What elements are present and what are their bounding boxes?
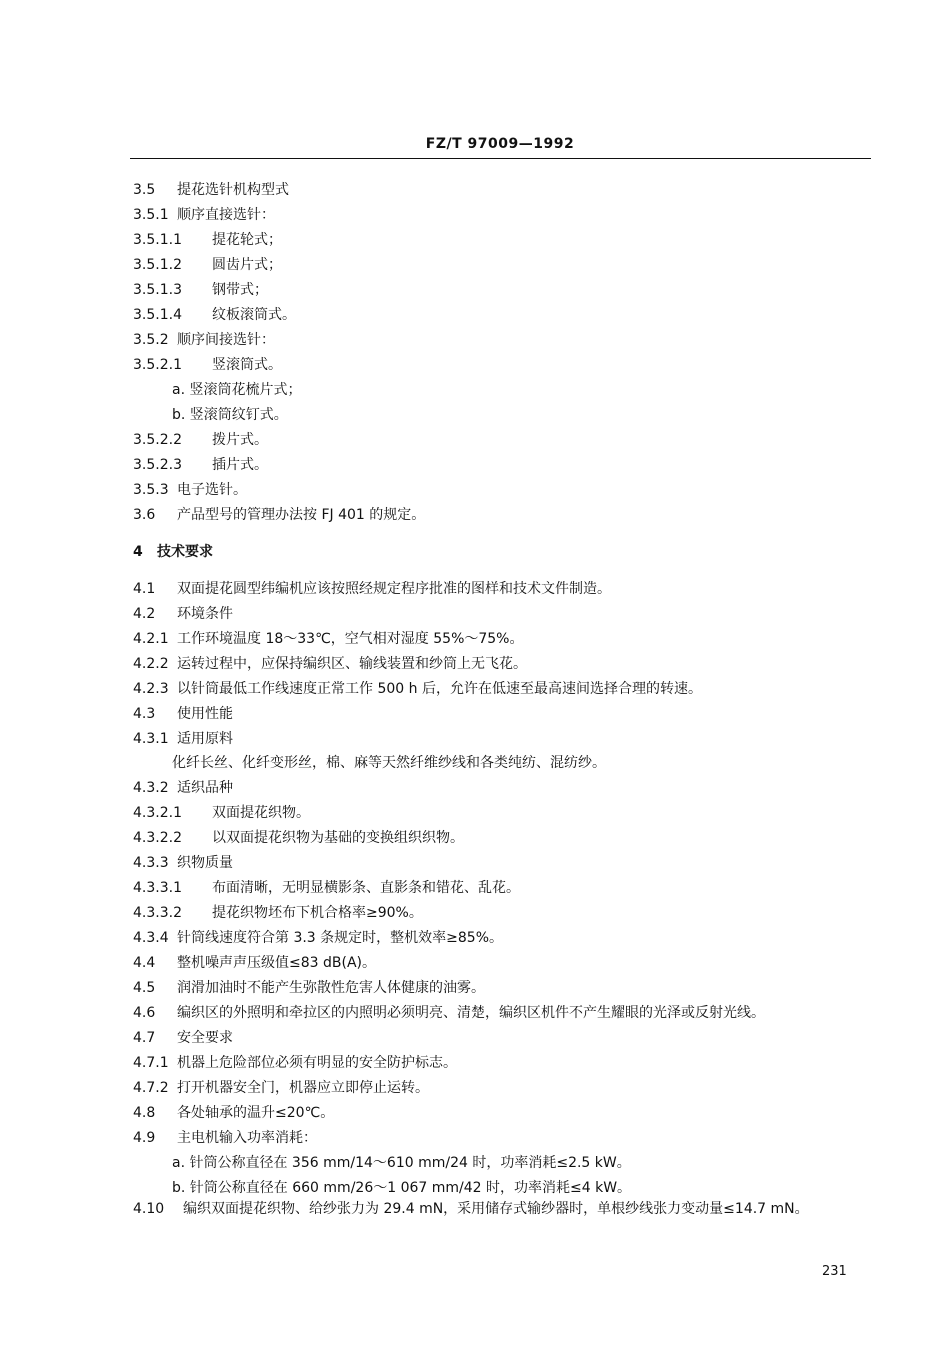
- clause-line: [133, 954, 376, 972]
- clause-line: [133, 356, 282, 374]
- header-rule: [130, 158, 871, 159]
- list-marker: a.: [172, 1155, 186, 1171]
- clause-text: 织物质量: [177, 855, 233, 871]
- clause-line: [133, 680, 702, 698]
- clause-number: 4.4: [133, 955, 156, 971]
- section-heading: [133, 543, 213, 561]
- clause-number: 3.6: [133, 507, 156, 523]
- clause-text: 拨片式。: [211, 432, 268, 448]
- clause-line: [133, 979, 485, 997]
- clause-text: 产品型号的管理办法按 FJ 401 的规定。: [177, 507, 426, 523]
- clause-line: [133, 854, 233, 872]
- clause-line: [133, 829, 464, 847]
- clause-number: 3.5: [133, 182, 156, 198]
- clause-line: [133, 281, 268, 299]
- clause-text: 工作环境温度 18～33℃，空气相对湿度 55%～75%。: [177, 631, 524, 647]
- clause-line: [133, 705, 233, 723]
- clause-text: 环境条件: [177, 606, 233, 622]
- clause-number: 4.6: [133, 1005, 156, 1021]
- list-marker: b.: [172, 407, 186, 423]
- clause-text: 针筒线速度符合第 3.3 条规定时，整机效率≥85%。: [177, 930, 504, 946]
- clause-number: 4.2.3: [133, 681, 169, 697]
- standard-header: FZ/T 97009—1992: [425, 136, 575, 152]
- clause-number: 4.2.2: [133, 656, 169, 672]
- clause-line: [133, 231, 282, 249]
- clause-number: 4.3.4: [133, 930, 169, 946]
- clause-line: [133, 630, 524, 648]
- clause-text: 圆齿片式；: [211, 257, 282, 273]
- clause-line: [133, 1129, 317, 1147]
- clause-text: 纹板滚筒式。: [211, 307, 296, 323]
- clause-number: 4.7.2: [133, 1080, 169, 1096]
- clause-text: 布面清晰，无明显横影条、直影条和错花、乱花。: [211, 880, 520, 896]
- clause-line: [133, 580, 611, 598]
- clause-line: [133, 331, 275, 349]
- clause-line: [133, 804, 310, 822]
- clause-line: [133, 1029, 233, 1047]
- clause-line: [133, 929, 503, 947]
- clause-number: 3.5.1.3: [133, 282, 182, 298]
- clause-number: 3.5.2.2: [133, 432, 182, 448]
- clause-line: [133, 456, 268, 474]
- clause-line: [133, 730, 233, 748]
- clause-number: 4.2.1: [133, 631, 169, 647]
- clause-text: 主电机输入功率消耗：: [177, 1130, 317, 1146]
- clause-number: 4.10: [133, 1201, 165, 1217]
- clause-number: 3.5.3: [133, 482, 169, 498]
- clause-number: 4.1: [133, 581, 156, 597]
- clause-number: 4.3: [133, 706, 156, 722]
- clause-text: 各处轴承的温升≤20℃。: [177, 1105, 335, 1121]
- clause-number: 3.5.2: [133, 332, 169, 348]
- clause-text: 顺序间接选针：: [177, 332, 275, 348]
- clause-number: 3.5.1.4: [133, 307, 182, 323]
- clause-line: [133, 431, 268, 449]
- clause-line: [133, 506, 425, 524]
- clause-number: 4.3.3.1: [133, 880, 182, 896]
- clause-number: 3.5.1.2: [133, 257, 182, 273]
- clause-text: 顺序直接选针：: [177, 207, 275, 223]
- clause-line: [133, 1054, 457, 1072]
- clause-number: 4.9: [133, 1130, 156, 1146]
- list-item: [172, 1179, 631, 1197]
- list-text: 针筒公称直径在 356 mm/14～610 mm/24 时，功率消耗≤2.5 kW。: [189, 1155, 631, 1171]
- section-title: 技术要求: [157, 544, 213, 560]
- clause-line: [133, 481, 247, 499]
- clause-text: 安全要求: [177, 1030, 233, 1046]
- clause-number: 4.3.1: [133, 731, 169, 747]
- clause-text: 机器上危险部位必须有明显的安全防护标志。: [177, 1055, 457, 1071]
- page-number: 231: [822, 1264, 847, 1279]
- clause-number: 3.5.1.1: [133, 232, 182, 248]
- clause-line: [133, 306, 296, 324]
- clause-line: [133, 1104, 334, 1122]
- list-item: [172, 1154, 631, 1172]
- clause-line: [133, 1079, 429, 1097]
- clause-line: [133, 904, 423, 922]
- clause-text: 使用性能: [177, 706, 233, 722]
- clause-line: [133, 779, 233, 797]
- clause-text: 整机噪声声压级值≤83 dB(A)。: [177, 955, 376, 971]
- clause-line: [133, 256, 282, 274]
- clause-text: 提花轮式；: [211, 232, 282, 248]
- list-text: 针筒公称直径在 660 mm/26～1 067 mm/42 时，功率消耗≤4 kW。: [189, 1180, 632, 1196]
- clause-number: 4.7: [133, 1030, 156, 1046]
- clause-text: 适织品种: [177, 780, 233, 796]
- clause-text: 编织区的外照明和牵拉区的内照明必须明亮、清楚，编织区机件不产生耀眼的光泽或反射光线。: [177, 1005, 765, 1021]
- clause-text: 电子选针。: [177, 482, 247, 498]
- clause-text: 运转过程中，应保持编织区、输线装置和纱筒上无飞花。: [177, 656, 527, 672]
- clause-number: 4.2: [133, 606, 156, 622]
- clause-number: 4.3.2.2: [133, 830, 182, 846]
- clause-number: 4.3.3.2: [133, 905, 182, 921]
- clause-line: [133, 879, 520, 897]
- clause-line: [133, 1004, 765, 1022]
- section-number: 4: [133, 544, 143, 560]
- clause-number: 4.3.2.1: [133, 805, 182, 821]
- clause-text: 适用原料: [177, 731, 233, 747]
- clause-text: 提花选针机构型式: [177, 182, 289, 198]
- clause-number: 4.3.2: [133, 780, 169, 796]
- list-item: [172, 381, 301, 399]
- clause-text: 以双面提花织物为基础的变换组织织物。: [211, 830, 464, 846]
- clause-number: 3.5.2.3: [133, 457, 182, 473]
- list-text: 竖滚筒花梳片式；: [189, 382, 302, 398]
- list-text: 竖滚筒纹钉式。: [189, 407, 288, 423]
- clause-text: 钢带式；: [211, 282, 268, 298]
- list-item: [172, 406, 288, 424]
- clause-text: 润滑加油时不能产生弥散性危害人体健康的油雾。: [177, 980, 485, 996]
- clause-text: 编织双面提花织物、给纱张力为 29.4 mN，采用储存式输纱器时，单根纱线张力变动量≤14.7 mN。: [183, 1201, 809, 1217]
- clause-number: 4.3.3: [133, 855, 169, 871]
- clause-number: 3.5.1: [133, 207, 169, 223]
- clause-text: 竖滚筒式。: [211, 357, 282, 373]
- clause-paragraph: [133, 1197, 878, 1222]
- clause-line: [133, 206, 275, 224]
- list-marker: b.: [172, 1180, 186, 1196]
- clause-text: 双面提花织物。: [211, 805, 310, 821]
- clause-number: 4.5: [133, 980, 156, 996]
- clause-text: 双面提花圆型纬编机应该按照经规定程序批准的图样和技术文件制造。: [177, 581, 611, 597]
- clause-line: [133, 655, 527, 673]
- list-marker: a.: [172, 382, 186, 398]
- clause-text: 化纤长丝、化纤变形丝，棉、麻等天然纤维纱线和各类纯纺、混纺纱。: [172, 755, 606, 771]
- clause-text: 插片式。: [211, 457, 268, 473]
- clause-line: [133, 605, 233, 623]
- clause-text: 以针筒最低工作线速度正常工作 500 h 后，允许在低速至最高速间选择合理的转速。: [177, 681, 702, 697]
- clause-number: 4.7.1: [133, 1055, 169, 1071]
- clause-line: [133, 181, 289, 199]
- clause-text: 提花织物坯布下机合格率≥90%。: [211, 905, 423, 921]
- clause-number: 3.5.2.1: [133, 357, 182, 373]
- clause-number: 4.8: [133, 1105, 156, 1121]
- clause-text: 打开机器安全门，机器应立即停止运转。: [177, 1080, 429, 1096]
- clause-body: [172, 754, 606, 772]
